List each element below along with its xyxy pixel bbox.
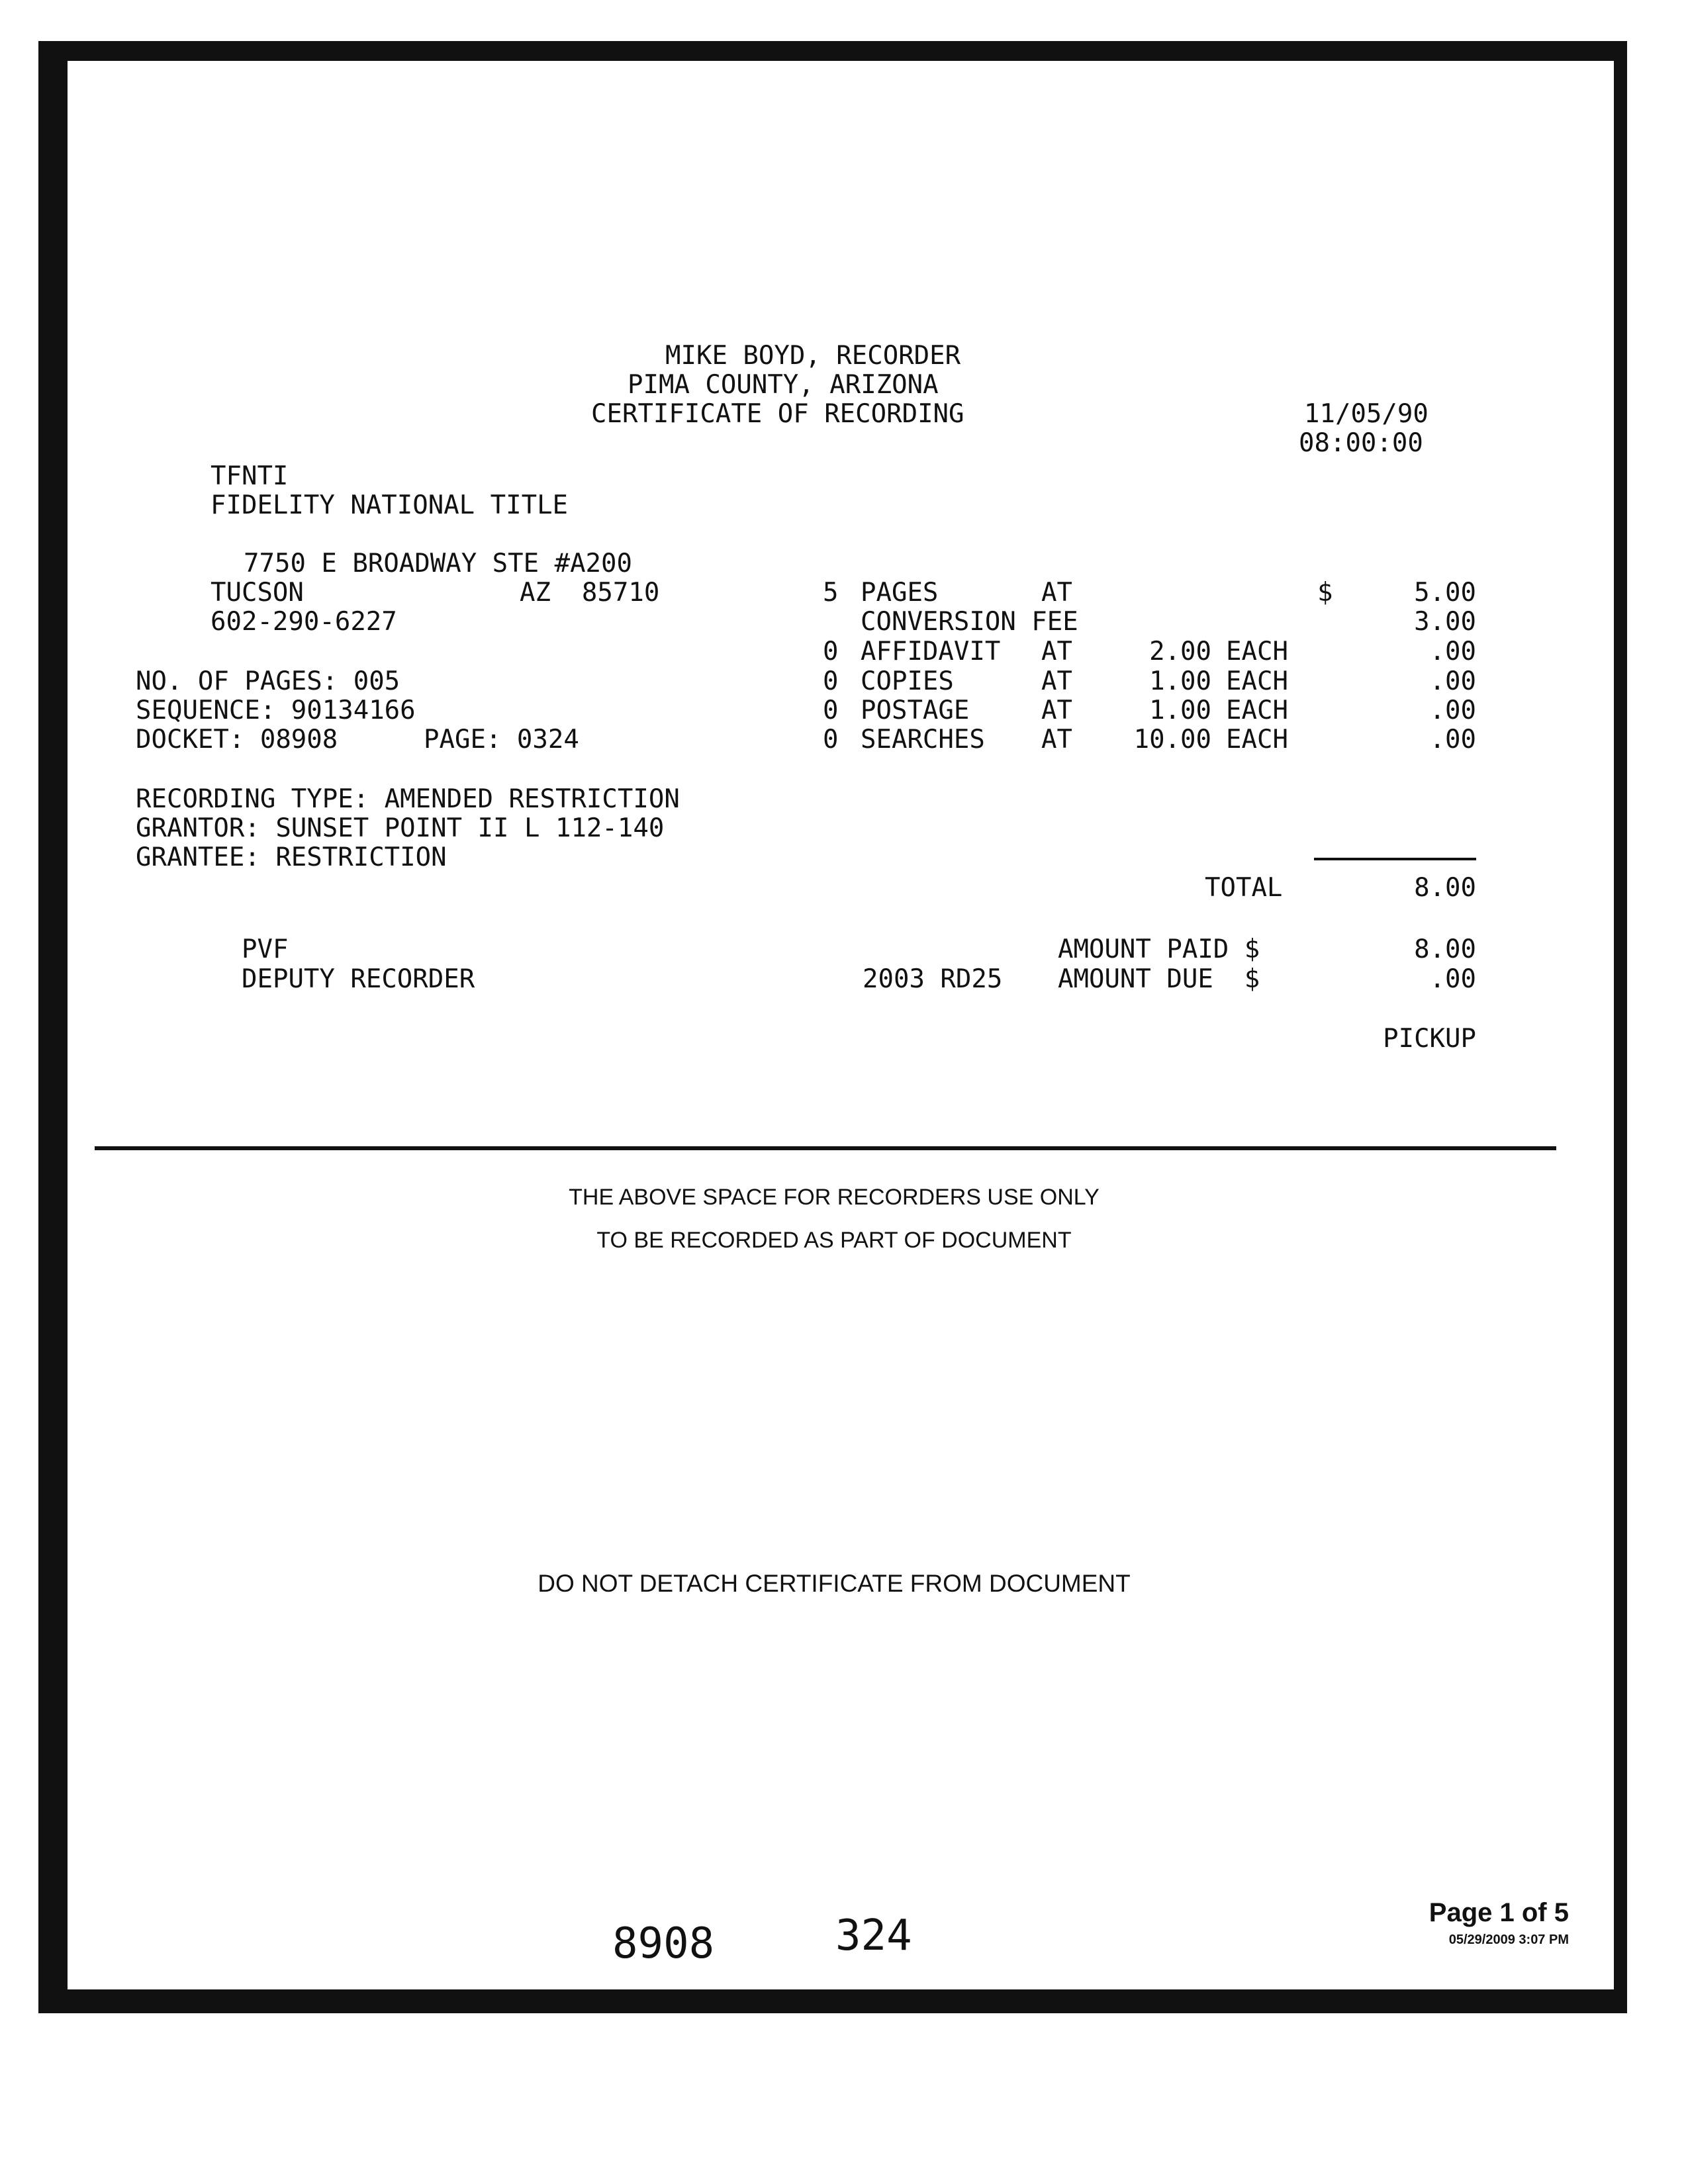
fee-qty: 0 — [823, 666, 839, 696]
deputy-title: DEPUTY RECORDER — [242, 964, 475, 994]
fee-item: POSTAGE — [861, 696, 970, 725]
certificate-title: CERTIFICATE OF RECORDING — [591, 399, 964, 429]
recording-date: 11/05/90 — [1304, 399, 1429, 429]
customer-state-zip: AZ 85710 — [520, 578, 660, 608]
fee-at: AT — [1041, 637, 1072, 666]
recording-type: RECORDING TYPE: AMENDED RESTRICTION — [136, 784, 680, 814]
fee-amount: .00 — [1429, 725, 1476, 754]
fee-at: AT — [1041, 725, 1072, 754]
fee-rate: 1.00 — [1149, 666, 1211, 696]
number-of-pages: NO. OF PAGES: 005 — [136, 666, 400, 696]
total-underline — [1314, 858, 1476, 860]
station-id: 2003 RD25 — [863, 964, 1003, 994]
customer-address: 7750 E BROADWAY STE #A200 — [244, 549, 632, 578]
fee-each: EACH — [1226, 666, 1288, 696]
separator-line — [95, 1146, 1556, 1150]
fee-item: CONVERSION FEE — [861, 607, 1078, 637]
county-name: PIMA COUNTY, ARIZONA — [628, 370, 939, 400]
fee-item: SEARCHES — [861, 725, 985, 754]
footer-docket: 8908 — [612, 1919, 715, 1968]
fee-item: PAGES — [861, 578, 939, 608]
customer-city: TUCSON — [211, 578, 304, 608]
amount-paid: 8.00 — [1414, 934, 1476, 964]
page-count: Page 1 of 5 — [1429, 1898, 1569, 1927]
recorded-part-notice: TO BE RECORDED AS PART OF DOCUMENT — [596, 1228, 1072, 1253]
customer-phone: 602-290-6227 — [211, 607, 397, 637]
grantee: GRANTEE: RESTRICTION — [136, 842, 447, 872]
customer-name: FIDELITY NATIONAL TITLE — [211, 490, 569, 520]
customer-code: TFNTI — [211, 461, 289, 491]
fee-amount: 5.00 — [1414, 578, 1476, 608]
print-timestamp: 05/29/2009 3:07 PM — [1448, 1933, 1569, 1947]
recorders-use-notice: THE ABOVE SPACE FOR RECORDERS USE ONLY — [569, 1185, 1100, 1210]
docket-number: DOCKET: 08908 — [136, 725, 338, 754]
fee-each: EACH — [1226, 637, 1288, 666]
fee-each: EACH — [1226, 696, 1288, 725]
recorder-name: MIKE BOYD, RECORDER — [665, 341, 961, 371]
pickup-label: PICKUP — [1383, 1024, 1476, 1054]
fee-at: AT — [1041, 696, 1072, 725]
fee-qty: 0 — [823, 725, 839, 754]
fee-qty: 0 — [823, 637, 839, 666]
footer-page: 324 — [835, 1911, 912, 1960]
fee-qty: 0 — [823, 696, 839, 725]
amount-paid-label: AMOUNT PAID $ — [1058, 934, 1260, 964]
fee-at: AT — [1041, 666, 1072, 696]
fee-amount: .00 — [1429, 637, 1476, 666]
total-amount: 8.00 — [1414, 873, 1476, 903]
fee-rate: 2.00 — [1149, 637, 1211, 666]
fee-amount: 3.00 — [1414, 607, 1476, 637]
do-not-detach-notice: DO NOT DETACH CERTIFICATE FROM DOCUMENT — [538, 1570, 1131, 1597]
grantor: GRANTOR: SUNSET POINT II L 112-140 — [136, 813, 665, 843]
fee-item: AFFIDAVIT — [861, 637, 1001, 666]
docket-page: PAGE: 0324 — [424, 725, 579, 754]
total-label: TOTAL — [1205, 873, 1283, 903]
amount-due-label: AMOUNT DUE $ — [1058, 964, 1260, 994]
fee-qty: 5 — [823, 578, 839, 608]
fee-amount: .00 — [1429, 696, 1476, 725]
fee-at: AT — [1041, 578, 1072, 608]
recording-time: 08:00:00 — [1299, 428, 1423, 458]
fee-item: COPIES — [861, 666, 954, 696]
fee-rate: 1.00 — [1149, 696, 1211, 725]
fee-each: EACH — [1226, 725, 1288, 754]
deputy-initials: PVF — [242, 934, 289, 964]
fee-currency: $ — [1317, 578, 1333, 608]
fee-rate: 10.00 — [1133, 725, 1211, 754]
sequence-number: SEQUENCE: 90134166 — [136, 696, 416, 725]
fee-amount: .00 — [1429, 666, 1476, 696]
amount-due: .00 — [1429, 964, 1476, 994]
